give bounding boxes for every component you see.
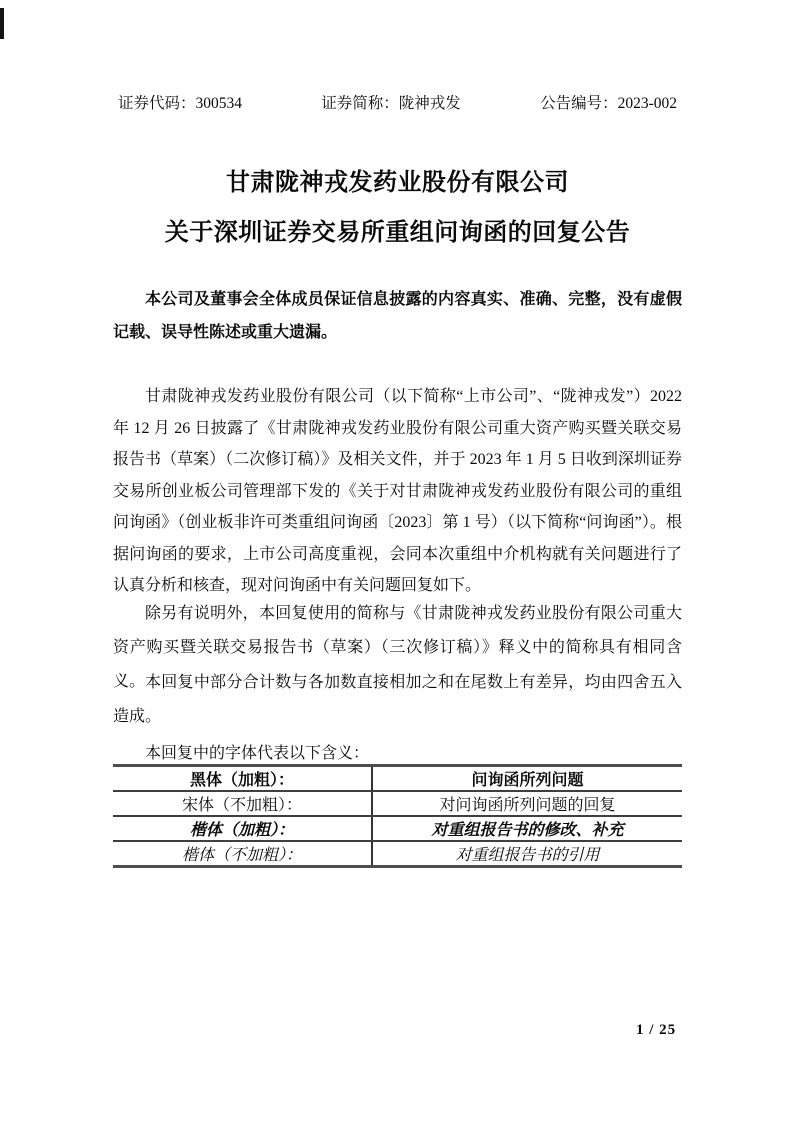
font-legend-table	[113, 764, 682, 868]
scan-artifact-mark	[0, 8, 4, 39]
table-row-songti-regular	[113, 791, 682, 816]
title-line-subject: 关于深圳证券交易所重组问询函的回复公告	[164, 220, 631, 246]
font-meaning-cell: 对问询函所列问题的回复	[372, 791, 682, 816]
font-label-cell: 宋体（不加粗）：	[113, 791, 372, 816]
font-label-cell: 黑体（加粗）：	[113, 766, 372, 792]
font-label-cell: 楷体（不加粗）：	[113, 841, 372, 867]
body-paragraph-abbreviations: 除另有说明外，本回复使用的简称与《甘肃陇神戎发药业股份有限公司重大资产购买暨关联交易报告书（草案）（三次修订稿）》释义中的简称具有相同含义。	[113, 605, 682, 690]
font-label-cell: 楷体（加粗）：	[113, 816, 372, 841]
stock-code: 证券代码：300534	[118, 95, 243, 112]
table-row-kaiti-regular	[113, 841, 682, 867]
font-meaning-cell: 问询函所列问题	[372, 766, 682, 792]
board-guarantee-statement: 本公司及董事会全体成员保证信息披露的内容真实、准确、完整，没有虚假记载、误导性陈述或重大遗漏。	[113, 291, 682, 341]
font-meaning-cell: 对重组报告书的修改、补充	[372, 816, 682, 841]
body-paragraph-font-legend-intro: 本回复中的字体代表以下含义：	[145, 745, 370, 762]
body-paragraph-rounding: 本回复中部分合计数与各加数直接相加之和在尾数上有差异，均由四舍五入造成。	[113, 674, 682, 725]
page-number: 1 / 25	[636, 1022, 677, 1038]
body-paragraph-disclosure: 甘肃陇神戎发药业股份有限公司（以下简称“上市公司”、“陇神戎发”）2022 年 12 月 26 日披露了《甘肃陇神戎发药业股份有限公司重大资产购买暨关联交易报告书（草案）（二次修订稿）》及相关文件，并于 2023 年 1 月 5 日收到深圳证券交易所创业板公司管理部下发的《关于对甘肃陇神戎发药业股份有限公司的重组问询函》（创业板非许可类重组问询函〔2023〕第 1 号）（以下简称“问询函”）。根据问询函的要求，上市公司高度重视，会同本次重组中介机构就有关问题进行了认真分析和核查，现对问询函中有关问题回复如下。	[113, 388, 682, 594]
document-header	[118, 93, 677, 115]
title-line-company: 甘肃陇神戎发药业股份有限公司	[226, 170, 569, 196]
table-row-heiti-bold	[113, 766, 682, 792]
table-row-kaiti-bold	[113, 816, 682, 841]
document-title	[113, 158, 682, 258]
stock-short-name: 证券简称：陇神戎发	[321, 95, 461, 112]
announcement-number: 公告编号：2023-002	[540, 95, 677, 112]
font-meaning-cell: 对重组报告书的引用	[455, 847, 600, 864]
